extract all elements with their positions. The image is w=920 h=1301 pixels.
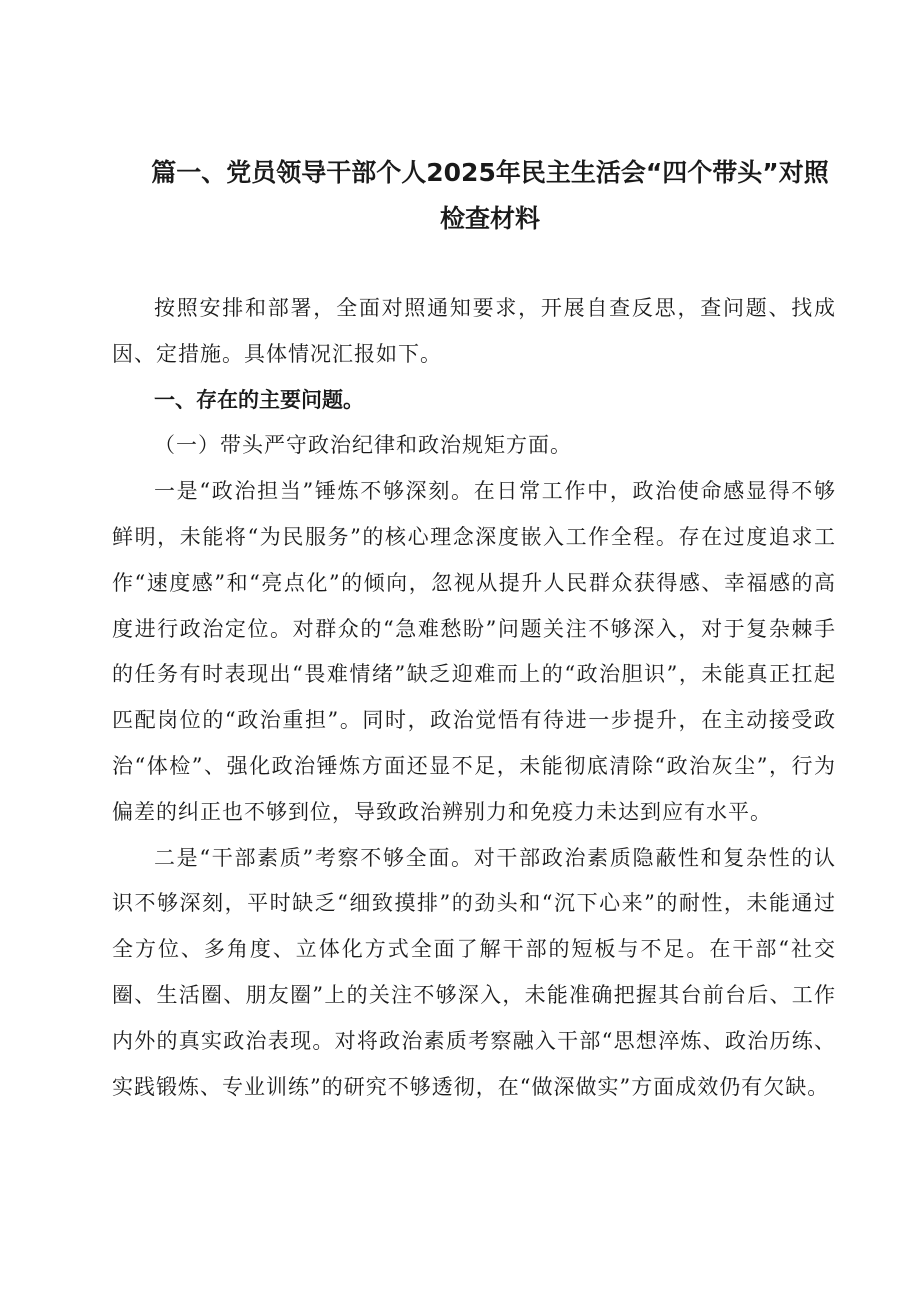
document-body	[112, 286, 836, 1110]
body-paragraph-1: 一是“政治担当”锤炼不够深刻。在日常工作中，政治使命感显得不够鲜明，未能将“为民服务”的核心理念深度嵌入工作全程。存在过度追求工作“速度感”和“亮点化”的倾向，忽视从提升人民群众获得感、幸福感的高度进行政治定位。对群众的“急难愁盼”问题关注不够深入，对于复杂棘手的任务有时表现出“畏难情绪”缺乏迎难而上的“政治胆识”，未能真正扛起匹配岗位的“政治重担”。同时，政治觉悟有待进一步提升，在主动接受政治“体检”、强化政治锤炼方面还显不足，未能彻底清除“政治灰尘”，行为偏差的纠正也不够到位，导致政治辨别力和免疫力未达到应有水平。	[112, 479, 836, 824]
body-paragraph-2: 二是“干部素质”考察不够全面。对干部政治素质隐蔽性和复杂性的认识不够深刻，平时缺乏“细致摸排”的劲头和“沉下心来”的耐性，未能通过全方位、多角度、立体化方式全面了解干部的短板与不足。在干部“社交圈、生活圈、朋友圈”上的关注不够深入，未能准确把握其台前台后、工作内外的真实政治表现。对将政治素质考察融入干部“思想淬炼、政治历练、实践锻炼、专业训练”的研究不够透彻，在“做深做实”方面成效仍有欠缺。	[112, 845, 836, 1099]
document-title: 篇一、党员领导干部个人2025年民主生活会“四个带头”对照检查材料	[151, 158, 829, 233]
intro-paragraph: 按照安排和部署，全面对照通知要求，开展自查反思，查问题、找成因、定措施。具体情况汇报如下。	[112, 296, 836, 366]
section-heading: 一、存在的主要问题。	[154, 387, 364, 412]
subsection-heading: （一）带头严守政治纪律和政治规矩方面。	[154, 433, 572, 458]
